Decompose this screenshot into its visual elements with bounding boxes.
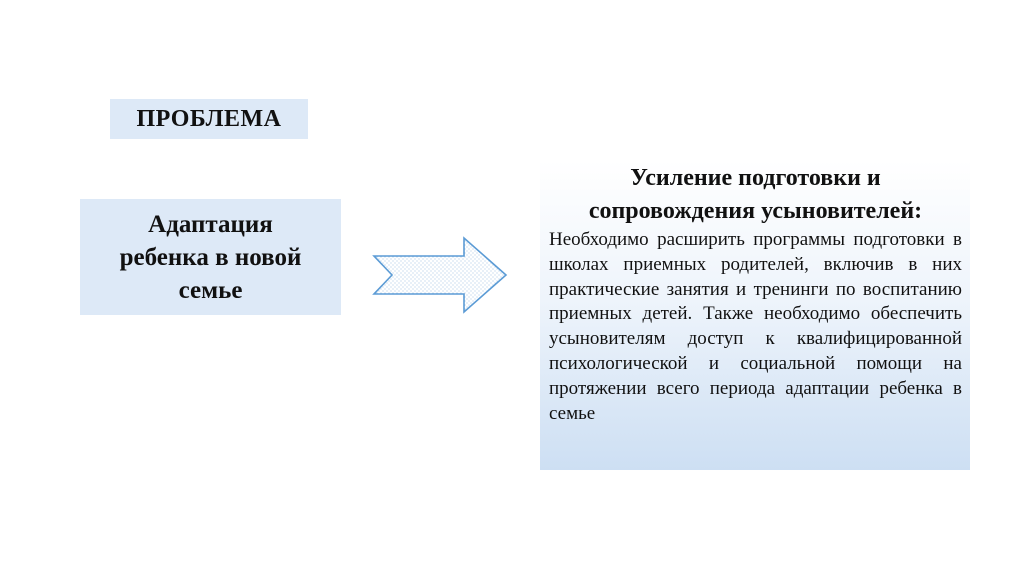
solution-box bbox=[540, 160, 970, 470]
arrow-shape bbox=[374, 238, 506, 312]
solution-title: Усиление подготовки и сопровождения усыновителей: bbox=[588, 165, 923, 224]
problem-label-text: ПРОБЛЕМА bbox=[136, 105, 282, 132]
problem-line-2: ребенка в новой bbox=[119, 243, 302, 271]
problem-line-1: Адаптация bbox=[148, 210, 273, 238]
problem-text bbox=[120, 208, 302, 307]
problem-label bbox=[110, 99, 308, 139]
problem-box bbox=[80, 199, 341, 315]
solution-text: Необходимо расширить программы подготовки в школах приемных родителей, включив в них практические занятия и тренинги по воспитанию приемных детей. Также необходимо обеспечить усыновителям доступ к квалифицированной психологической и социальной помощи на протяжении всего периода адаптации ребенка в семье bbox=[549, 229, 962, 424]
right-arrow-icon bbox=[372, 236, 508, 314]
problem-line-3: семье bbox=[178, 276, 243, 304]
